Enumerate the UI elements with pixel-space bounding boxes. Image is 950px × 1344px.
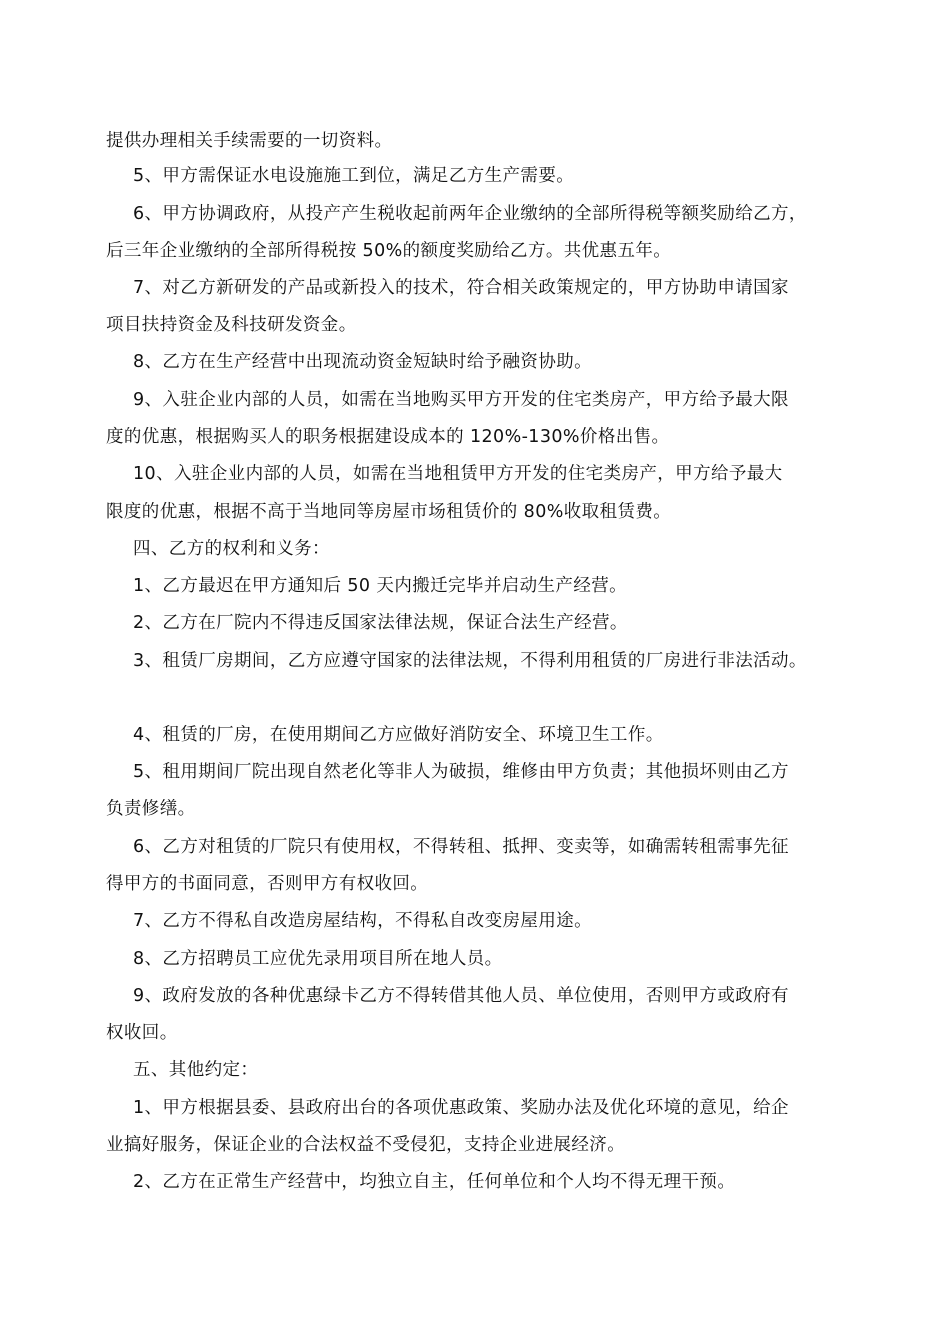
text-line: 10、入驻企业内部的人员，如需在当地租赁甲方开发的住宅类房产，甲方给予最大 (133, 464, 783, 484)
text-line: 1、乙方最迟在甲方通知后 50 天内搬迁完毕并启动生产经营。 (133, 576, 628, 596)
text-line: 3、租赁厂房期间，乙方应遵守国家的法律法规，不得利用租赁的厂房进行非法活动。 (133, 651, 807, 671)
text-line: 7、乙方不得私自改造房屋结构，不得私自改变房屋用途。 (133, 911, 593, 931)
text-line: 后三年企业缴纳的全部所得税按 50%的额度奖励给乙方。共优惠五年。 (106, 241, 672, 261)
text-line: 8、乙方招聘员工应优先录用项目所在地人员。 (133, 949, 503, 969)
text-line: 2、乙方在厂院内不得违反国家法律法规，保证合法生产经营。 (133, 613, 628, 633)
text-line: 负责修缮。 (106, 799, 196, 819)
text-line: 权收回。 (106, 1023, 178, 1043)
section-heading: 五、其他约定： (133, 1060, 259, 1080)
text-line: 4、租赁的厂房，在使用期间乙方应做好消防安全、环境卫生工作。 (133, 725, 664, 745)
section-heading: 四、乙方的权利和义务： (133, 539, 330, 559)
text-line: 提供办理相关手续需要的一切资料。 (106, 131, 393, 151)
text-line: 9、入驻企业内部的人员，如需在当地购买甲方开发的住宅类房产，甲方给予最大限 (133, 390, 789, 410)
text-line: 5、甲方需保证水电设施施工到位，满足乙方生产需要。 (133, 166, 575, 186)
text-line: 8、乙方在生产经营中出现流动资金短缺时给予融资协助。 (133, 352, 593, 372)
text-line: 5、租用期间厂院出现自然老化等非人为破损，维修由甲方负责；其他损坏则由乙方 (133, 762, 789, 782)
text-line: 得甲方的书面同意，否则甲方有权收回。 (106, 874, 429, 894)
text-line: 6、乙方对租赁的厂院只有使用权，不得转租、抵押、变卖等，如确需转租需事先征 (133, 837, 789, 857)
text-line: 限度的优惠，根据不高于当地同等房屋市场租赁价的 80%收取租赁费。 (106, 502, 672, 522)
text-line: 6、甲方协调政府，从投产产生税收起前两年企业缴纳的全部所得税等额奖励给乙方， (133, 204, 807, 224)
text-line: 1、甲方根据县委、县政府出台的各项优惠政策、奖励办法及优化环境的意见，给企 (133, 1098, 789, 1118)
text-line: 度的优惠，根据购买人的职务根据建设成本的 120%-130%价格出售。 (106, 427, 670, 447)
text-line: 2、乙方在正常生产经营中，均独立自主，任何单位和个人均不得无理干预。 (133, 1172, 736, 1192)
text-line: 业搞好服务，保证企业的合法权益不受侵犯，支持企业进展经济。 (106, 1135, 626, 1155)
text-line: 项目扶持资金及科技研发资金。 (106, 315, 357, 335)
text-line: 9、政府发放的各种优惠绿卡乙方不得转借其他人员、单位使用，否则甲方或政府有 (133, 986, 789, 1006)
text-line: 7、对乙方新研发的产品或新投入的技术，符合相关政策规定的，甲方协助申请国家 (133, 278, 789, 298)
